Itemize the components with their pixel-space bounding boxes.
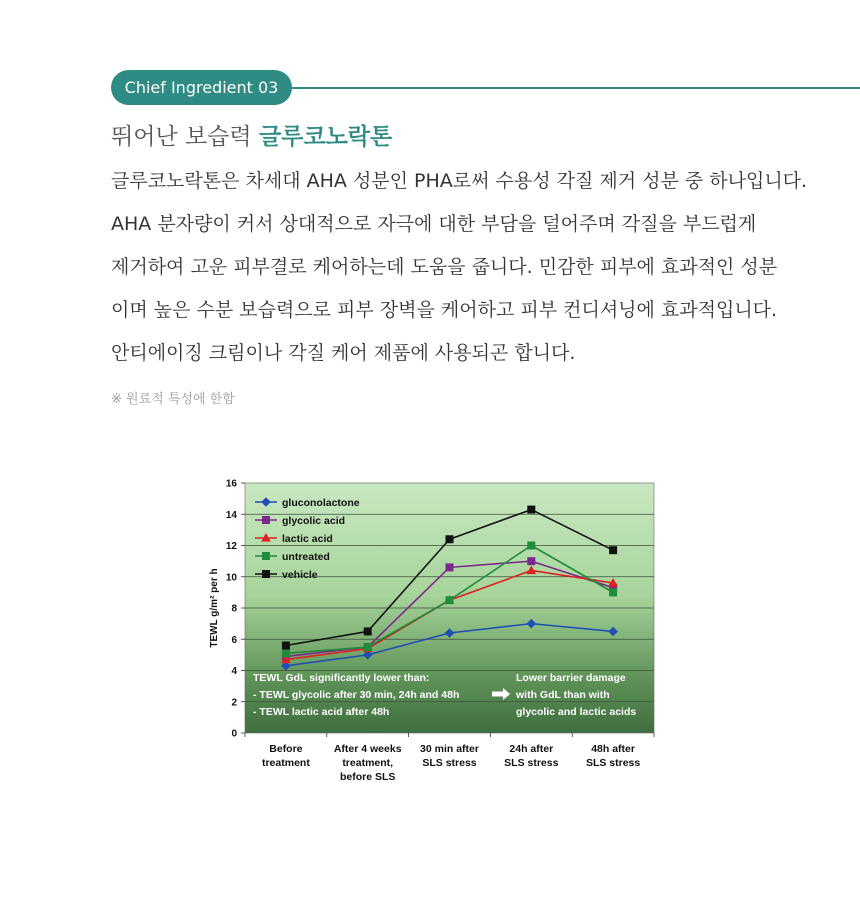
legend-marker [262, 516, 270, 524]
annotation-right-line: with GdL than with [516, 689, 610, 701]
legend-marker [262, 570, 270, 578]
data-point [609, 588, 617, 596]
legend-label: glycolic acid [282, 515, 346, 527]
data-point [446, 596, 454, 604]
footnote: ※ 원료적 특성에 한함 [111, 392, 235, 407]
description-line: 안티에이징 크림이나 각질 케어 제품에 사용되곤 합니다. [111, 342, 576, 364]
data-point [527, 557, 535, 565]
legend-label: vehicle [282, 569, 318, 581]
y-axis-label: TEWL g/m² per h [209, 568, 220, 648]
tewl-line-chart [200, 470, 660, 790]
annotation-left-line: - TEWL glycolic after 30 min, 24h and 48h [253, 689, 460, 701]
y-tick-label: 0 [231, 728, 237, 740]
heading-highlight: 글루코노락톤 [258, 124, 393, 150]
badge-divider-line [292, 87, 860, 89]
chief-ingredient-badge: Chief Ingredient 03 [111, 70, 292, 105]
data-point [282, 649, 290, 657]
section-heading [111, 118, 392, 151]
x-tick-label [262, 743, 310, 769]
description-line: AHA 분자량이 커서 상대적으로 자극에 대한 부담을 덜어주며 각질을 부드럽게 [111, 213, 757, 235]
y-tick-label: 8 [231, 603, 237, 615]
description-line: 글루코노락톤은 차세대 AHA 성분인 PHA로써 수용성 각질 제거 성분 중 하나입니다. [111, 170, 808, 192]
x-tick-label-line: before SLS [339, 771, 396, 783]
x-tick-label [420, 743, 479, 769]
annotation-left-line: TEWL GdL significantly lower than: [253, 672, 430, 684]
annotation-right-line: glycolic and lactic acids [516, 706, 637, 718]
data-point [609, 546, 617, 554]
x-tick-label-line: 24h after [509, 743, 554, 755]
data-point [282, 642, 290, 650]
data-point [527, 542, 535, 550]
x-tick-label-line: treatment [261, 757, 310, 769]
y-tick-label: 4 [231, 666, 237, 677]
description-line: 제거하여 고운 피부결로 케어하는데 도움을 줍니다. 민감한 피부에 효과적인 성분 [111, 256, 778, 278]
y-tick-label: 16 [225, 478, 237, 490]
x-tick-label-line: treatment, [342, 757, 394, 769]
x-tick-label [334, 743, 402, 783]
y-tick-label: 14 [225, 509, 237, 521]
data-point [527, 506, 535, 514]
y-tick-label: 12 [225, 541, 237, 552]
y-tick-label: 2 [231, 697, 237, 709]
legend-label: gluconolactone [282, 497, 360, 509]
y-tick-label: 6 [231, 634, 237, 646]
data-point [364, 643, 372, 651]
legend-label: untreated [282, 551, 330, 563]
heading-prefix: 뛰어난 보습력 [111, 124, 252, 150]
x-tick-label-line: SLS stress [585, 757, 641, 769]
annotation-right-line: Lower barrier damage [516, 672, 626, 684]
data-point [364, 627, 372, 635]
x-tick-label-line: Before [269, 743, 303, 755]
annotation-left-line: - TEWL lactic acid after 48h [253, 706, 390, 718]
x-tick-label-line: SLS stress [422, 757, 477, 769]
x-tick-label [504, 743, 558, 769]
x-tick-label-line: After 4 weeks [333, 743, 402, 755]
section-badge-row [111, 70, 860, 105]
legend-marker [262, 552, 270, 560]
legend-label: lactic acid [282, 533, 333, 545]
data-point [446, 535, 454, 543]
x-tick-label-line: SLS stress [504, 757, 559, 769]
data-point [446, 563, 454, 571]
x-tick-label [586, 743, 640, 769]
description-line: 이며 높은 수분 보습력으로 피부 장벽을 케어하고 피부 컨디셔닝에 효과적입니다. [111, 299, 778, 321]
y-tick-label: 10 [225, 572, 237, 584]
x-tick-label-line: 48h after [591, 743, 635, 755]
description-block [111, 166, 811, 381]
x-tick-label-line: 30 min after [420, 743, 479, 755]
